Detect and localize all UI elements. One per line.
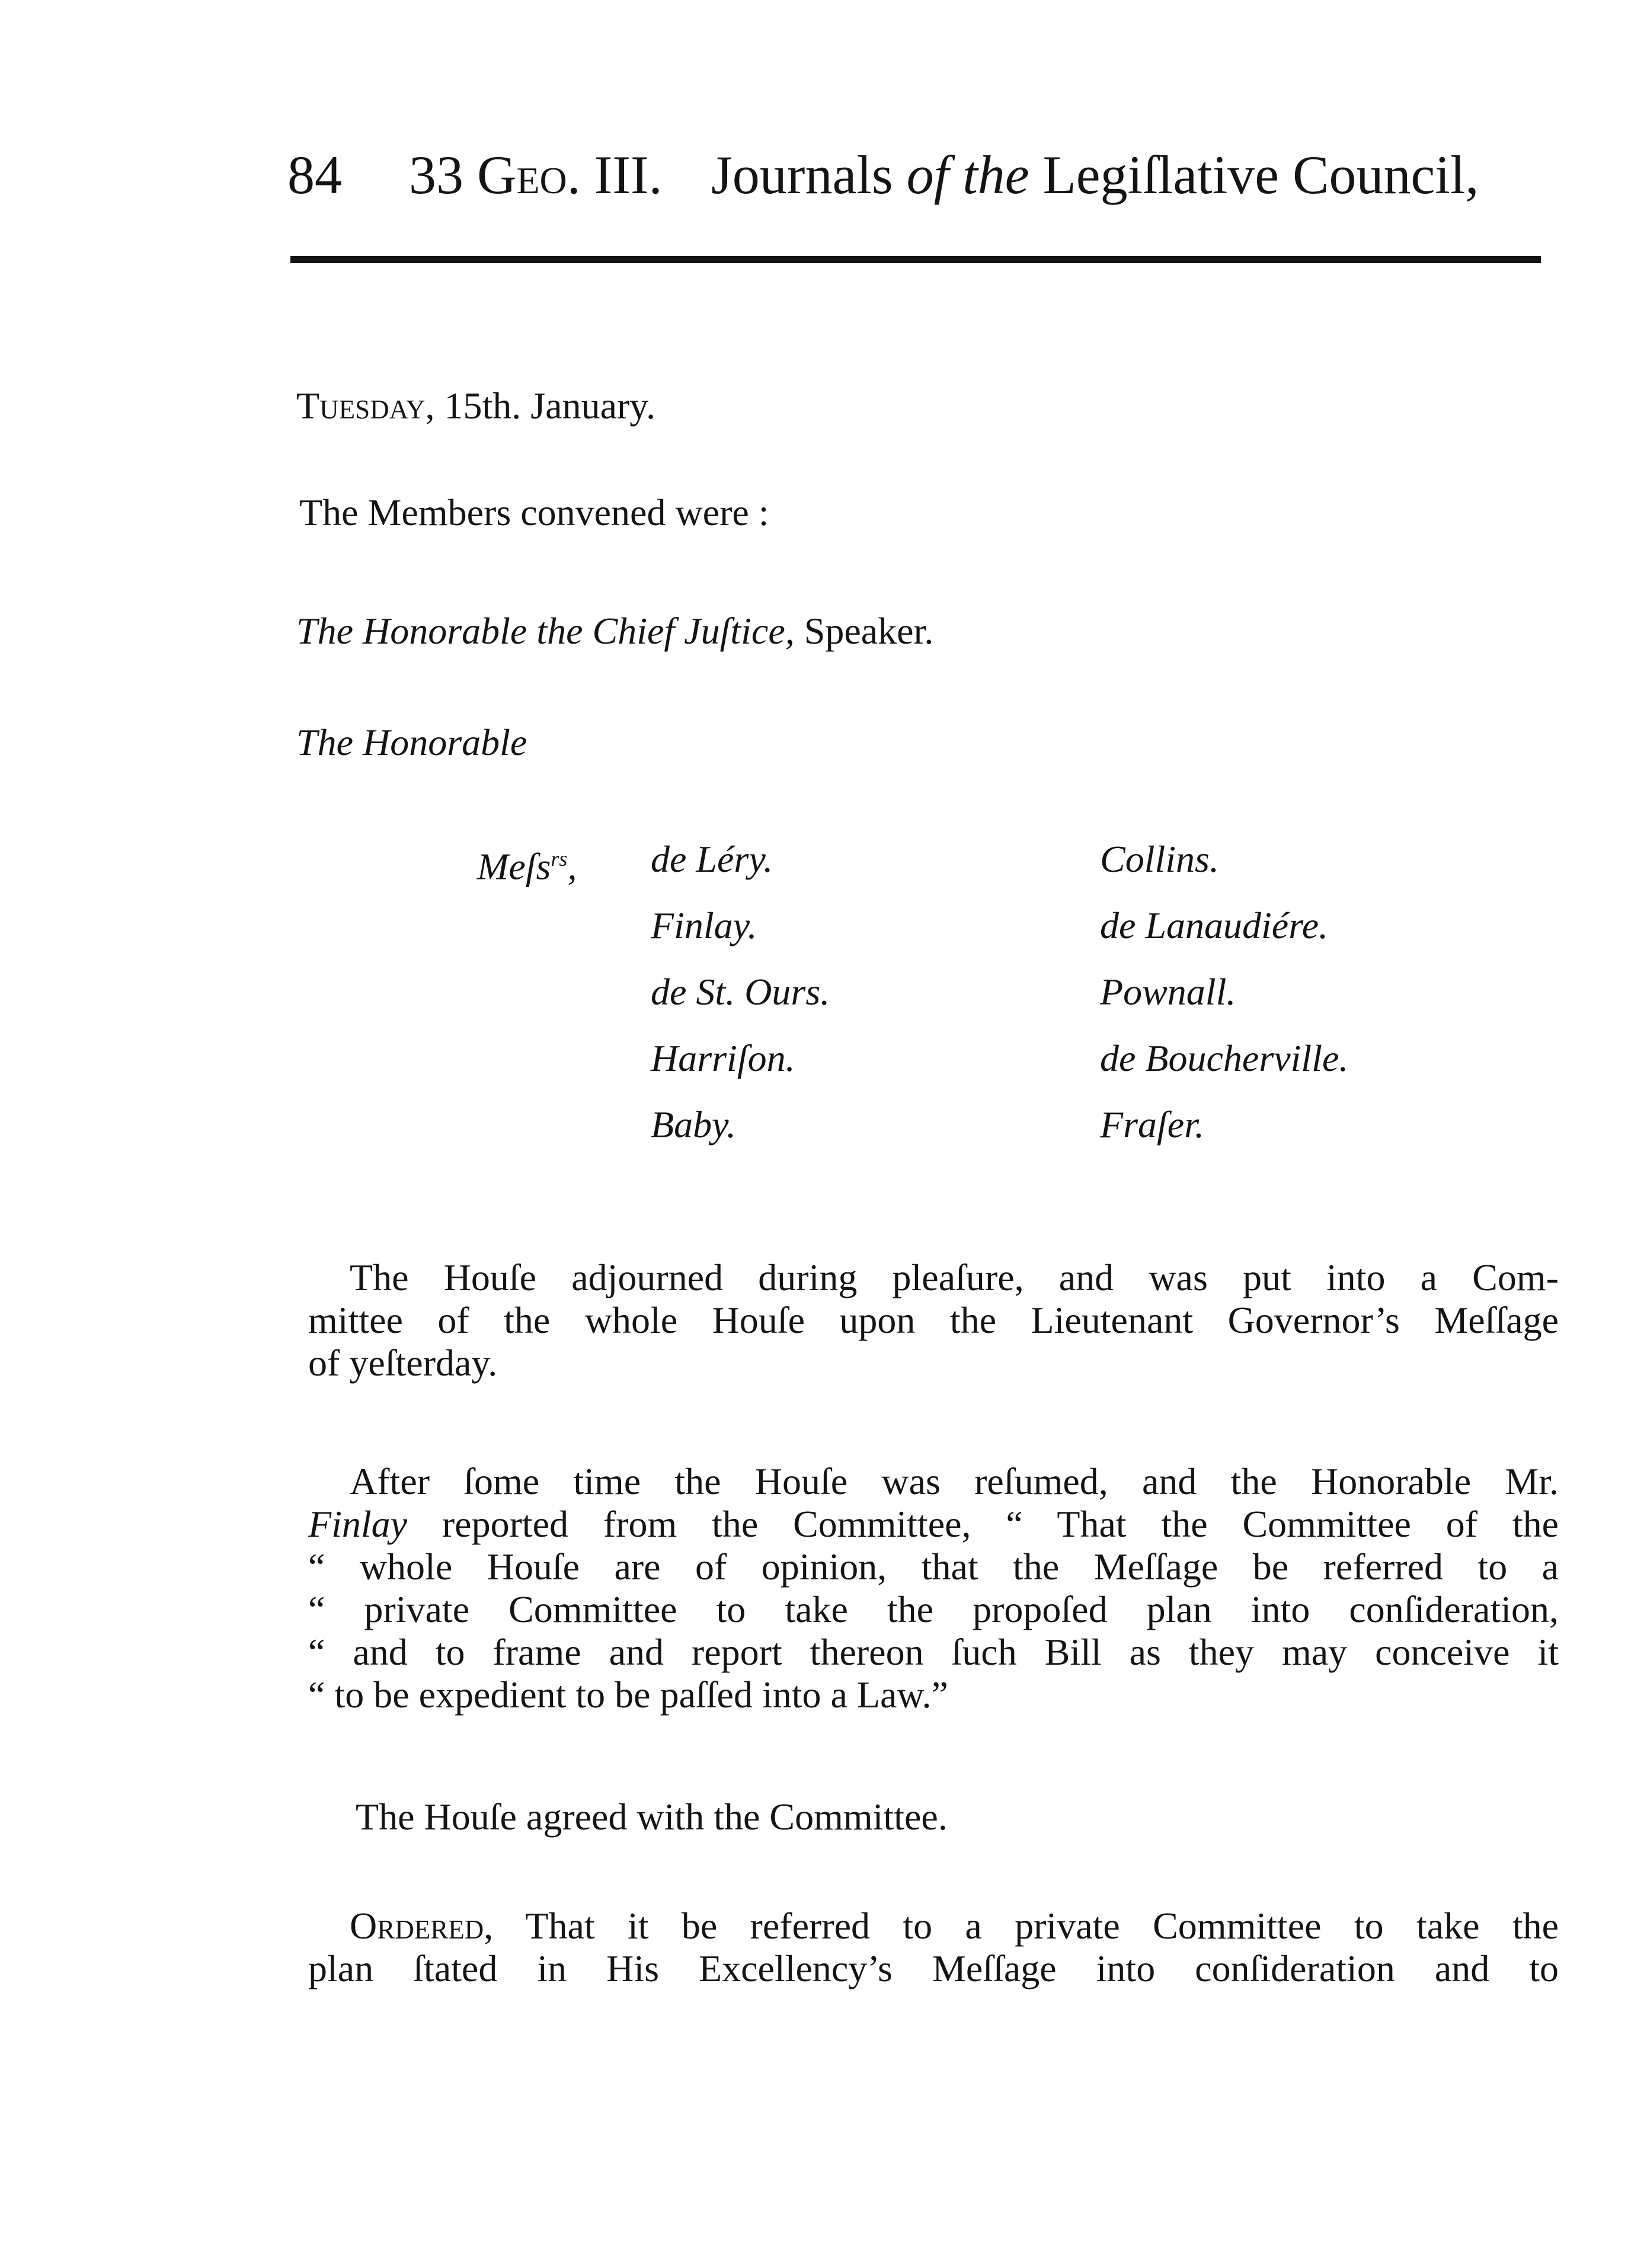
header-rule: [290, 256, 1541, 263]
regnal-monarch: Geo.: [477, 145, 581, 205]
regnal-numeral: III.: [594, 145, 663, 205]
messrs-label: Meſs$^{rs}$,: [477, 845, 577, 888]
member-name: de Lanaudiére.: [1100, 904, 1329, 946]
paragraph-adjournment: [308, 1256, 1559, 1384]
members-left-column: [651, 826, 830, 1158]
member-name: Baby.: [651, 1103, 736, 1146]
paragraph-line: The Houſe agreed with the Committee.: [356, 1796, 948, 1838]
paragraph-line: “ to be expedient to be paſſed into a Law.”: [308, 1674, 948, 1716]
paragraph-line: [308, 1905, 1559, 1947]
paragraph-line: “ whole Houſe are of opinion, that the Meſſage be referred to a: [308, 1546, 1559, 1588]
regnal-year: [409, 142, 663, 207]
member-name: Pownall.: [1100, 971, 1236, 1013]
speaker-title: The Honorable the Chief Juſtice,: [296, 610, 795, 652]
paragraph-line: The Houſe adjourned during pleaſure, and was put into a Com-: [350, 1256, 1559, 1298]
paragraph-ordered: [308, 1905, 1559, 1990]
paragraph-line: [308, 1503, 1559, 1546]
member-name: Collins.: [1100, 838, 1219, 880]
member-name: Harriſon.: [651, 1037, 795, 1079]
member-name: de St. Ours.: [651, 971, 830, 1013]
journal-title: [711, 142, 1479, 207]
paragraph-line: “ private Committee to take the propoſed plan into conſideration,: [308, 1588, 1559, 1630]
members-intro: The Members convened were :: [299, 491, 769, 533]
date: 15th. January.: [444, 385, 656, 427]
page-number: 84: [287, 145, 342, 205]
messrs-text: Meſs: [477, 845, 551, 888]
paragraph-line: After ſome time the Houſe was reſumed, and the Honorable Mr.: [350, 1460, 1559, 1502]
journal-title-of: of: [906, 145, 949, 205]
speaker-line: [296, 609, 933, 653]
paragraph-agreed: [308, 1796, 1559, 1838]
members-right-column: [1100, 826, 1348, 1158]
paragraph-line: “ and to frame and report thereon ſuch Bill as they may conceive it: [308, 1631, 1559, 1673]
paragraph-line-rest: reported from the Committee, “ That the Committee of the: [407, 1503, 1559, 1545]
journal-title-word: Journals: [711, 145, 893, 205]
member-name: Fraſer.: [1100, 1103, 1204, 1146]
member-name: de Léry.: [651, 838, 773, 880]
member-name: Finlay.: [651, 904, 757, 946]
messrs-superscript: rs: [551, 847, 568, 871]
speaker-role: Speaker.: [804, 610, 934, 652]
regnal-year-number: 33: [409, 145, 463, 205]
paragraph-line: mittee of the whole Houſe upon the Lieutenant Governor’s Meſſage: [308, 1299, 1559, 1341]
paragraph-line: of yeſterday.: [308, 1342, 498, 1384]
paragraph-committee-report: [308, 1460, 1559, 1716]
weekday: Tuesday,: [296, 385, 435, 427]
journal-title-rest: Legiſlative Council,: [1042, 145, 1479, 205]
reporter-name: Finlay: [308, 1503, 408, 1545]
honorable-label: The Honorable: [296, 721, 527, 763]
running-header: [287, 142, 1550, 213]
paragraph-line: plan ſtated in His Excellency’s Meſſage into conſideration and to: [308, 1947, 1559, 1989]
paragraph-line-rest: That it be referred to a private Committee to take the: [493, 1905, 1559, 1947]
journal-title-the: the: [962, 145, 1029, 205]
date-line: [296, 384, 655, 428]
ordered-label: Ordered,: [350, 1905, 494, 1947]
member-name: de Boucherville.: [1100, 1037, 1349, 1079]
